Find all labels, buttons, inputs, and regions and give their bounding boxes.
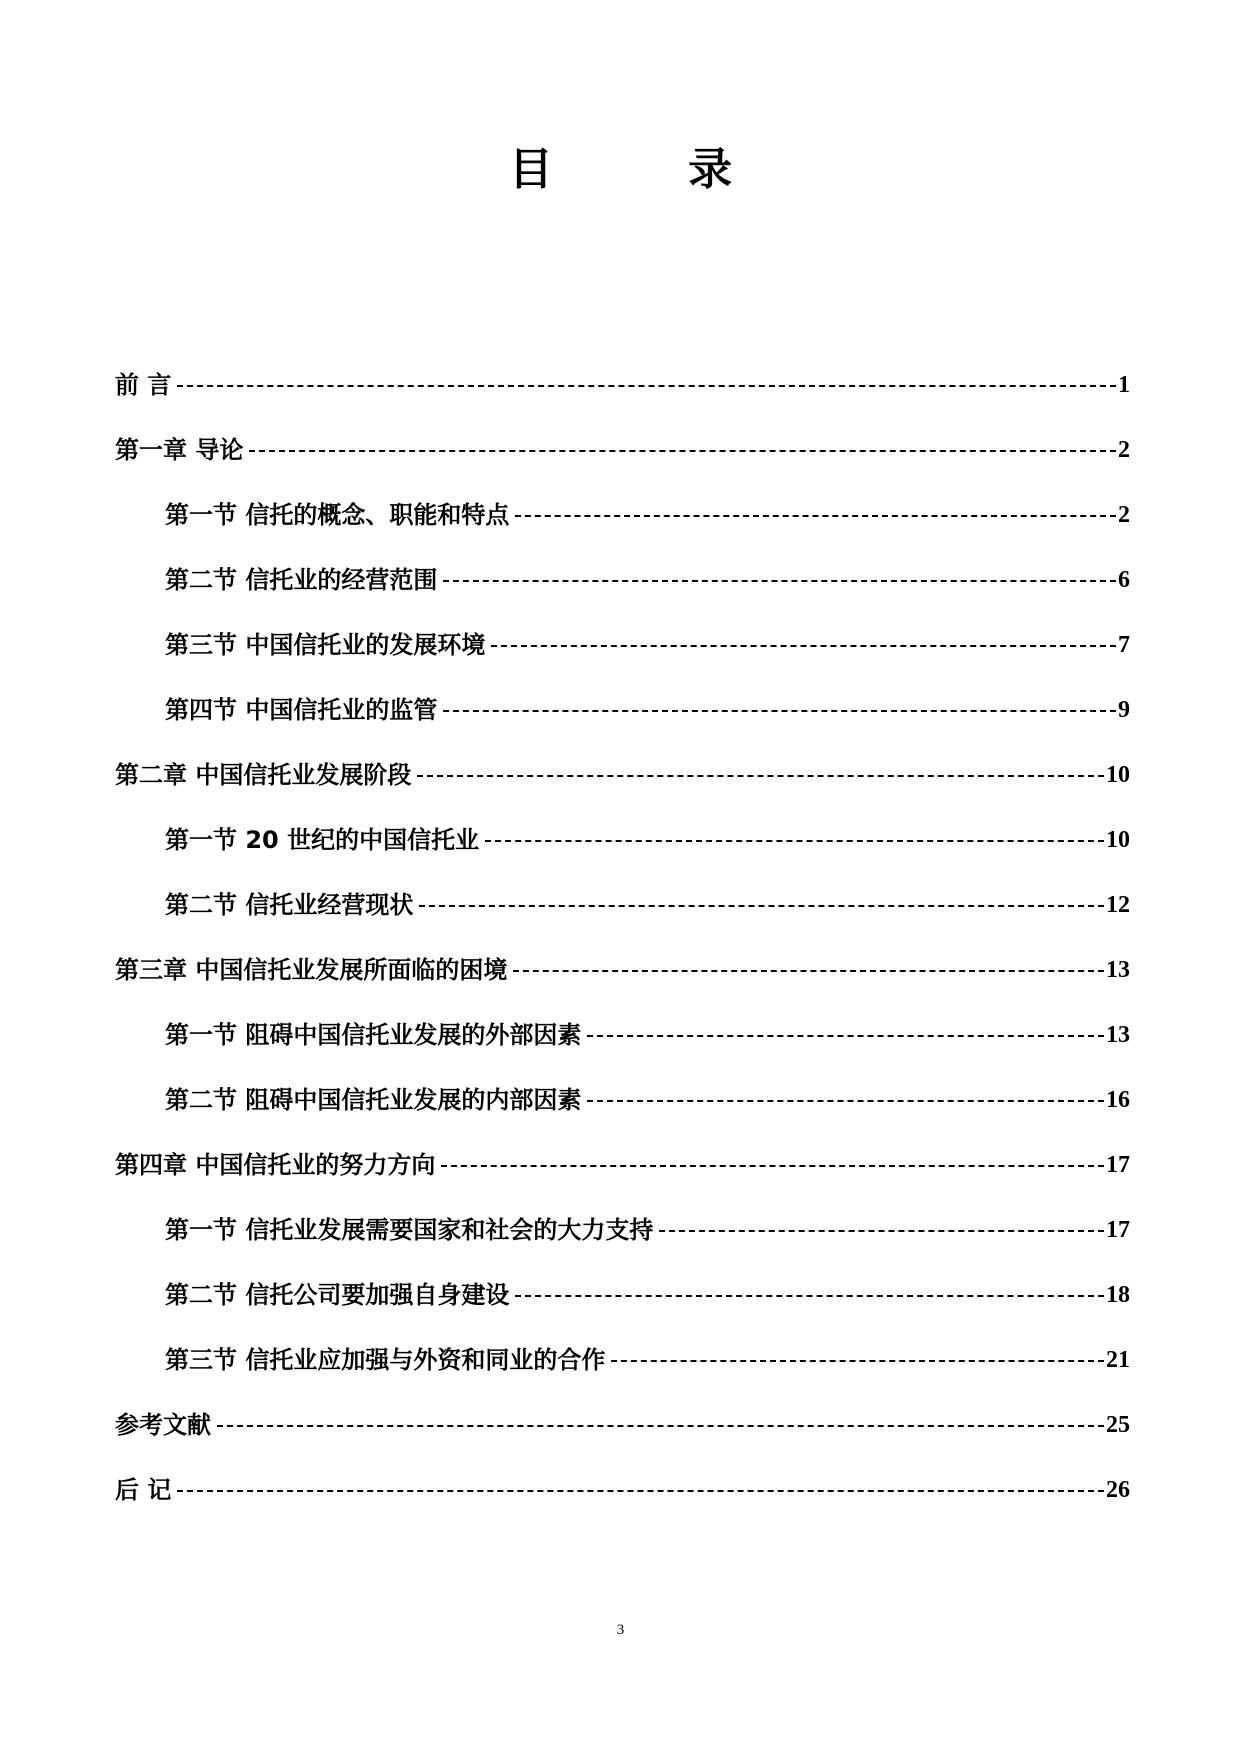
toc-entry-page: 21 [1106, 1346, 1130, 1373]
toc-section-entry[interactable] [115, 1002, 1130, 1067]
toc-chapter-entry[interactable] [115, 1457, 1130, 1522]
toc-dot-leader [217, 1410, 1104, 1440]
toc-dot-leader [177, 370, 1116, 400]
table-of-contents [115, 352, 1130, 1522]
toc-entry-title: 第四章 中国信托业的努力方向 [115, 1150, 436, 1179]
toc-dot-leader [515, 500, 1116, 530]
toc-chapter-entry[interactable] [115, 937, 1130, 1002]
toc-entry-title: 第三章 中国信托业发展所面临的困境 [115, 955, 508, 984]
toc-entry-page: 17 [1106, 1216, 1130, 1243]
toc-section-entry[interactable] [115, 1327, 1130, 1392]
toc-entry-title: 第一节 信托业发展需要国家和社会的大力支持 [165, 1215, 654, 1244]
toc-entry-title: 后 记 [115, 1475, 172, 1504]
toc-entry-page: 25 [1106, 1411, 1130, 1438]
toc-entry-title: 参考文献 [115, 1410, 211, 1439]
toc-entry-title: 第二节 信托业的经营范围 [165, 565, 438, 594]
page-title: 目 录 [508, 144, 793, 195]
toc-section-entry[interactable] [115, 872, 1130, 937]
toc-section-entry[interactable] [115, 1067, 1130, 1132]
toc-entry-title: 第二章 中国信托业发展阶段 [115, 760, 412, 789]
toc-dot-leader [587, 1085, 1104, 1115]
toc-entry-title: 第一节 20 世纪的中国信托业 [165, 825, 480, 854]
toc-section-entry[interactable] [115, 612, 1130, 677]
toc-entry-page: 1 [1118, 371, 1130, 398]
toc-entry-title: 第三节 中国信托业的发展环境 [165, 630, 486, 659]
toc-entry-title: 前 言 [115, 370, 172, 399]
toc-entry-title: 第三节 信托业应加强与外资和同业的合作 [165, 1345, 606, 1374]
toc-dot-leader [443, 695, 1116, 725]
toc-dot-leader [491, 630, 1116, 660]
toc-dot-leader [587, 1020, 1104, 1050]
toc-entry-page: 26 [1106, 1476, 1130, 1503]
toc-entry-title: 第二节 阻碍中国信托业发展的内部因素 [165, 1085, 582, 1114]
toc-section-entry[interactable] [115, 1262, 1130, 1327]
toc-section-entry[interactable] [115, 1197, 1130, 1262]
toc-entry-title: 第一节 阻碍中国信托业发展的外部因素 [165, 1020, 582, 1049]
toc-section-entry[interactable] [115, 807, 1130, 872]
toc-dot-leader [441, 1150, 1104, 1180]
toc-dot-leader [249, 435, 1116, 465]
toc-section-entry[interactable] [115, 482, 1130, 547]
toc-section-entry[interactable] [115, 677, 1130, 742]
toc-dot-leader [177, 1475, 1104, 1505]
toc-chapter-entry[interactable] [115, 1392, 1130, 1457]
toc-dot-leader [419, 890, 1104, 920]
toc-entry-page: 2 [1118, 501, 1130, 528]
toc-entry-page: 17 [1106, 1151, 1130, 1178]
toc-entry-title: 第二节 信托业经营现状 [165, 890, 414, 919]
toc-entry-title: 第一节 信托的概念、职能和特点 [165, 500, 510, 529]
toc-entry-page: 10 [1106, 826, 1130, 853]
toc-entry-page: 18 [1106, 1281, 1130, 1308]
toc-dot-leader [417, 760, 1104, 790]
toc-section-entry[interactable] [115, 547, 1130, 612]
toc-entry-page: 2 [1118, 436, 1130, 463]
toc-entry-title: 第二节 信托公司要加强自身建设 [165, 1280, 510, 1309]
toc-entry-page: 7 [1118, 631, 1130, 658]
toc-dot-leader [513, 955, 1104, 985]
toc-entry-page: 12 [1106, 891, 1130, 918]
toc-entry-page: 13 [1106, 956, 1130, 983]
toc-entry-page: 6 [1118, 566, 1130, 593]
toc-entry-page: 9 [1118, 696, 1130, 723]
toc-chapter-entry[interactable] [115, 352, 1130, 417]
toc-dot-leader [485, 825, 1104, 855]
toc-dot-leader [659, 1215, 1104, 1245]
toc-dot-leader [515, 1280, 1104, 1310]
toc-dot-leader [611, 1345, 1104, 1375]
page-number: 3 [616, 1622, 625, 1638]
toc-entry-page: 10 [1106, 761, 1130, 788]
toc-dot-leader [443, 565, 1116, 595]
toc-entry-page: 16 [1106, 1086, 1130, 1113]
toc-entry-title: 第一章 导论 [115, 435, 244, 464]
toc-chapter-entry[interactable] [115, 742, 1130, 807]
toc-entry-page: 13 [1106, 1021, 1130, 1048]
toc-chapter-entry[interactable] [115, 1132, 1130, 1197]
toc-chapter-entry[interactable] [115, 417, 1130, 482]
toc-entry-title: 第四节 中国信托业的监管 [165, 695, 438, 724]
